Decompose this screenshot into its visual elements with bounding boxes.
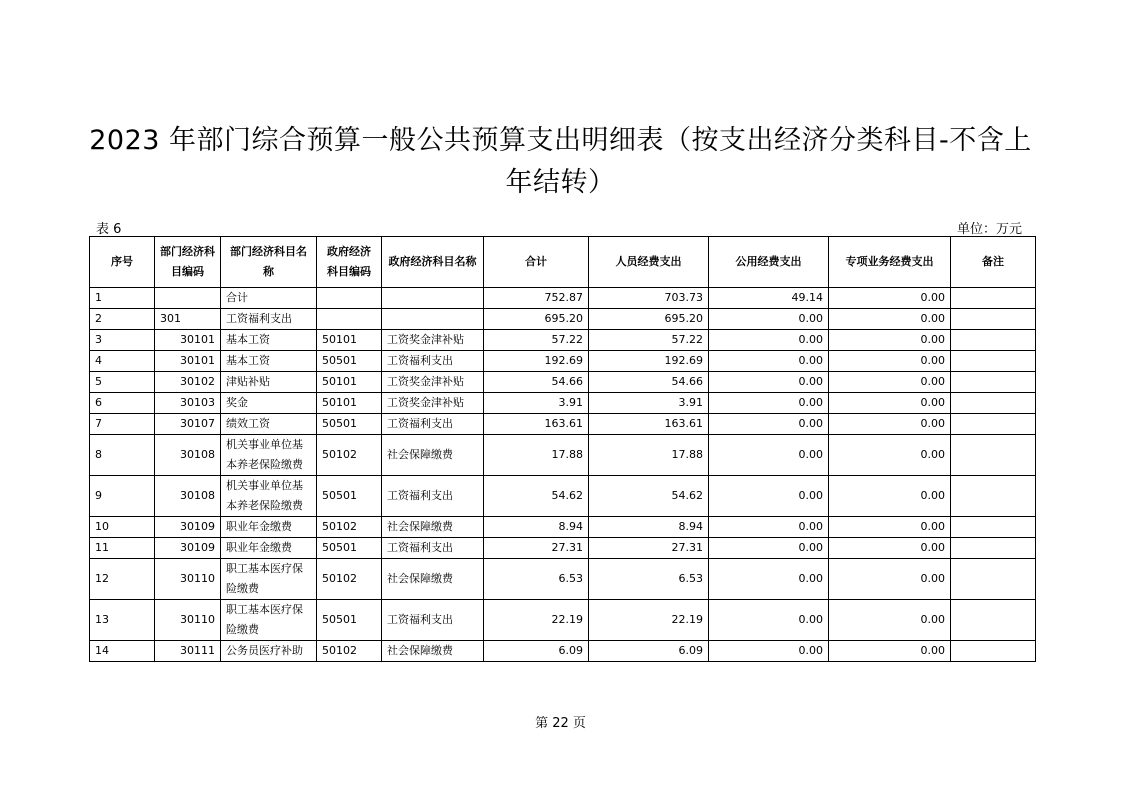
column-header-dept-name: 部门经济科目名称 [221, 237, 317, 288]
cell-dept-code: 30102 [155, 372, 221, 393]
table-row [90, 517, 1036, 538]
cell-personnel: 695.20 [589, 309, 709, 330]
cell-note [951, 559, 1036, 600]
cell-gov-name: 工资奖金津补贴 [382, 330, 484, 351]
cell-dept-code [155, 288, 221, 309]
cell-special: 0.00 [829, 641, 951, 662]
cell-note [951, 393, 1036, 414]
table-row [90, 559, 1036, 600]
cell-personnel: 3.91 [589, 393, 709, 414]
cell-personnel: 6.53 [589, 559, 709, 600]
cell-dept-name: 工资福利支出 [221, 309, 317, 330]
cell-dept-code: 30103 [155, 393, 221, 414]
column-header-personnel: 人员经费支出 [589, 237, 709, 288]
table-row [90, 414, 1036, 435]
cell-gov-code: 50501 [317, 538, 382, 559]
cell-seq: 9 [90, 476, 155, 517]
cell-seq: 1 [90, 288, 155, 309]
cell-gov-code [317, 288, 382, 309]
cell-public: 0.00 [709, 517, 829, 538]
column-header-gov-code: 政府经济科目编码 [317, 237, 382, 288]
table-body [90, 288, 1036, 662]
table-number: 表 6 [96, 222, 122, 237]
cell-note [951, 309, 1036, 330]
cell-note [951, 600, 1036, 641]
cell-dept-name: 职业年金缴费 [221, 538, 317, 559]
cell-dept-code: 30101 [155, 351, 221, 372]
cell-gov-name: 工资福利支出 [382, 414, 484, 435]
cell-dept-code: 30110 [155, 600, 221, 641]
column-header-gov-name: 政府经济科目名称 [382, 237, 484, 288]
cell-total: 3.91 [484, 393, 589, 414]
cell-dept-name: 绩效工资 [221, 414, 317, 435]
cell-total: 695.20 [484, 309, 589, 330]
cell-gov-code: 50102 [317, 517, 382, 538]
page-title: 2023 年部门综合预算一般公共预算支出明细表（按支出经济分类科目-不含上年结转） [89, 125, 1032, 198]
cell-note [951, 351, 1036, 372]
cell-note [951, 476, 1036, 517]
cell-public: 0.00 [709, 393, 829, 414]
cell-gov-name: 社会保障缴费 [382, 517, 484, 538]
table-row [90, 600, 1036, 641]
cell-total: 22.19 [484, 600, 589, 641]
cell-special: 0.00 [829, 393, 951, 414]
cell-seq: 4 [90, 351, 155, 372]
cell-seq: 14 [90, 641, 155, 662]
cell-personnel: 8.94 [589, 517, 709, 538]
cell-gov-name: 社会保障缴费 [382, 559, 484, 600]
cell-public: 0.00 [709, 309, 829, 330]
cell-gov-code: 50501 [317, 414, 382, 435]
cell-note [951, 517, 1036, 538]
cell-special: 0.00 [829, 538, 951, 559]
cell-note [951, 414, 1036, 435]
cell-total: 54.62 [484, 476, 589, 517]
cell-special: 0.00 [829, 559, 951, 600]
column-header-special: 专项业务经费支出 [829, 237, 951, 288]
cell-special: 0.00 [829, 288, 951, 309]
cell-gov-name: 工资福利支出 [382, 600, 484, 641]
cell-dept-code: 30108 [155, 435, 221, 476]
cell-personnel: 57.22 [589, 330, 709, 351]
cell-dept-code: 30101 [155, 330, 221, 351]
cell-total: 27.31 [484, 538, 589, 559]
cell-public: 0.00 [709, 351, 829, 372]
cell-seq: 10 [90, 517, 155, 538]
cell-total: 6.09 [484, 641, 589, 662]
cell-dept-name: 职工基本医疗保险缴费 [221, 600, 317, 641]
column-header-public: 公用经费支出 [709, 237, 829, 288]
cell-gov-code: 50501 [317, 600, 382, 641]
cell-dept-code: 30111 [155, 641, 221, 662]
cell-gov-code: 50501 [317, 351, 382, 372]
cell-total: 8.94 [484, 517, 589, 538]
cell-public: 0.00 [709, 600, 829, 641]
cell-seq: 12 [90, 559, 155, 600]
table-row [90, 288, 1036, 309]
cell-gov-name: 工资福利支出 [382, 476, 484, 517]
cell-note [951, 641, 1036, 662]
cell-public: 0.00 [709, 559, 829, 600]
table-header-row [90, 237, 1036, 288]
column-header-dept-code: 部门经济科目编码 [155, 237, 221, 288]
cell-public: 0.00 [709, 414, 829, 435]
table-row [90, 641, 1036, 662]
cell-gov-code: 50101 [317, 330, 382, 351]
cell-special: 0.00 [829, 330, 951, 351]
cell-seq: 2 [90, 309, 155, 330]
column-header-seq: 序号 [90, 237, 155, 288]
cell-public: 0.00 [709, 641, 829, 662]
cell-personnel: 17.88 [589, 435, 709, 476]
cell-dept-name: 基本工资 [221, 330, 317, 351]
cell-note [951, 435, 1036, 476]
cell-total: 752.87 [484, 288, 589, 309]
table-row [90, 476, 1036, 517]
cell-special: 0.00 [829, 351, 951, 372]
cell-personnel: 192.69 [589, 351, 709, 372]
cell-gov-name: 社会保障缴费 [382, 641, 484, 662]
cell-dept-name: 机关事业单位基本养老保险缴费 [221, 435, 317, 476]
cell-note [951, 288, 1036, 309]
cell-gov-name: 工资奖金津补贴 [382, 393, 484, 414]
cell-personnel: 22.19 [589, 600, 709, 641]
cell-seq: 7 [90, 414, 155, 435]
cell-seq: 13 [90, 600, 155, 641]
cell-dept-code: 30110 [155, 559, 221, 600]
cell-gov-code [317, 309, 382, 330]
cell-dept-code: 30109 [155, 517, 221, 538]
cell-total: 6.53 [484, 559, 589, 600]
cell-seq: 11 [90, 538, 155, 559]
cell-dept-name: 机关事业单位基本养老保险缴费 [221, 476, 317, 517]
table-row [90, 393, 1036, 414]
cell-dept-name: 合计 [221, 288, 317, 309]
cell-total: 57.22 [484, 330, 589, 351]
cell-personnel: 54.66 [589, 372, 709, 393]
cell-personnel: 27.31 [589, 538, 709, 559]
cell-gov-name: 工资福利支出 [382, 538, 484, 559]
cell-dept-code: 30107 [155, 414, 221, 435]
cell-gov-code: 50501 [317, 476, 382, 517]
cell-public: 0.00 [709, 476, 829, 517]
cell-gov-code: 50102 [317, 641, 382, 662]
cell-note [951, 538, 1036, 559]
table-row [90, 330, 1036, 351]
table-row [90, 372, 1036, 393]
cell-dept-name: 奖金 [221, 393, 317, 414]
cell-total: 163.61 [484, 414, 589, 435]
cell-gov-name: 社会保障缴费 [382, 435, 484, 476]
cell-public: 49.14 [709, 288, 829, 309]
cell-gov-name [382, 309, 484, 330]
cell-note [951, 330, 1036, 351]
cell-dept-name: 职工基本医疗保险缴费 [221, 559, 317, 600]
cell-personnel: 703.73 [589, 288, 709, 309]
cell-gov-name: 工资福利支出 [382, 351, 484, 372]
cell-special: 0.00 [829, 476, 951, 517]
cell-special: 0.00 [829, 435, 951, 476]
cell-dept-code: 30108 [155, 476, 221, 517]
cell-personnel: 54.62 [589, 476, 709, 517]
cell-special: 0.00 [829, 414, 951, 435]
cell-special: 0.00 [829, 517, 951, 538]
page-number: 第 22 页 [535, 716, 586, 731]
cell-special: 0.00 [829, 372, 951, 393]
cell-public: 0.00 [709, 435, 829, 476]
cell-seq: 8 [90, 435, 155, 476]
table-row [90, 309, 1036, 330]
cell-seq: 6 [90, 393, 155, 414]
cell-total: 192.69 [484, 351, 589, 372]
cell-public: 0.00 [709, 330, 829, 351]
cell-special: 0.00 [829, 600, 951, 641]
cell-gov-code: 50102 [317, 559, 382, 600]
cell-dept-code: 30109 [155, 538, 221, 559]
cell-dept-name: 津贴补贴 [221, 372, 317, 393]
unit-label: 单位：万元 [956, 222, 1022, 237]
cell-note [951, 372, 1036, 393]
cell-total: 54.66 [484, 372, 589, 393]
cell-public: 0.00 [709, 538, 829, 559]
cell-personnel: 6.09 [589, 641, 709, 662]
cell-total: 17.88 [484, 435, 589, 476]
cell-gov-name [382, 288, 484, 309]
cell-gov-name: 工资奖金津补贴 [382, 372, 484, 393]
cell-dept-code: 301 [155, 309, 221, 330]
table-row [90, 351, 1036, 372]
column-header-note: 备注 [951, 237, 1036, 288]
table-row [90, 435, 1036, 476]
cell-dept-name: 职业年金缴费 [221, 517, 317, 538]
cell-public: 0.00 [709, 372, 829, 393]
cell-gov-code: 50101 [317, 393, 382, 414]
cell-personnel: 163.61 [589, 414, 709, 435]
cell-special: 0.00 [829, 309, 951, 330]
cell-dept-name: 基本工资 [221, 351, 317, 372]
column-header-total: 合计 [484, 237, 589, 288]
cell-dept-name: 公务员医疗补助 [221, 641, 317, 662]
cell-seq: 5 [90, 372, 155, 393]
cell-gov-code: 50101 [317, 372, 382, 393]
table-row [90, 538, 1036, 559]
cell-seq: 3 [90, 330, 155, 351]
cell-gov-code: 50102 [317, 435, 382, 476]
budget-table [89, 236, 1036, 662]
